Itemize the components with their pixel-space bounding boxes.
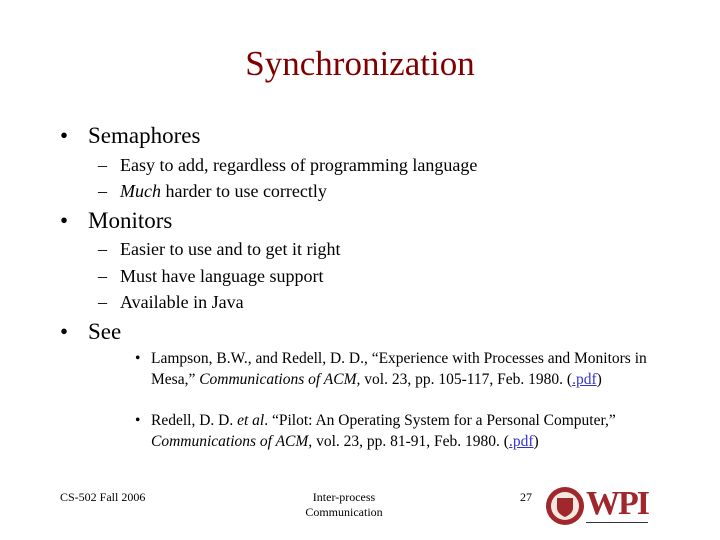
sub-bullet: – Easier to use and to get it right [98, 239, 341, 259]
bullet-monitors: • Monitors [60, 208, 173, 233]
reference-text: . “Pilot: An Operating System for a Personal Computer,” [264, 412, 616, 429]
reference-text: ) [596, 370, 602, 388]
sub-bullet-text: Available in Java [120, 292, 244, 312]
bullet-label: Monitors [88, 208, 173, 233]
wpi-seal-icon [545, 486, 585, 526]
reference-text: Redell, D. D. [151, 412, 238, 429]
journal-name: Communications of ACM, [151, 432, 313, 450]
bullet-label: Semaphores [88, 123, 201, 148]
sub-bullet-text: harder to use correctly [160, 181, 327, 201]
page-number: 27 [520, 490, 532, 504]
sub-bullet: – Easy to add, regardless of programming language [98, 155, 478, 175]
reference-lampson: • Lampson, B.W., and Redell, D. D., “Experience with Processes and Monitors in Mesa,” Communications of ACM, vol. 23, pp. 105-117, Feb. 1980. (.pdf) [135, 350, 647, 388]
footer-course: CS-502 Fall 2006 [60, 490, 146, 504]
sub-bullet-text: Easier to use and to get it right [120, 239, 341, 259]
emphasis-text: Much [120, 181, 161, 201]
sub-bullet: – Much harder to use correctly [98, 181, 327, 201]
etal-text: et al [237, 412, 265, 429]
reference-text: vol. 23, pp. 105-117, Feb. 1980. ( [360, 370, 573, 388]
reference-text: vol. 23, pp. 81-91, Feb. 1980. ( [312, 432, 509, 450]
bullet-see: • See [60, 319, 122, 344]
pdf-link[interactable]: .pdf [508, 432, 534, 450]
footer-topic [284, 490, 404, 520]
wpi-logo: WPI [586, 485, 648, 522]
sub-bullet-text: Easy to add, regardless of programming language [120, 155, 478, 175]
reference-redell: • Redell, D. D. et al. “Pilot: An Operating System for a Personal Computer,” Communications of ACM, vol. 23, pp. 81-91, Feb. 1980. (.pdf) [135, 412, 616, 450]
reference-text: Lampson, B.W., and Redell, D. D., “Experience with Processes and Monitors in Mesa,” [151, 350, 647, 388]
bullet-label: See [88, 319, 122, 344]
reference-text: ) [533, 432, 539, 450]
journal-name: Communications of ACM, [199, 370, 361, 388]
footer-topic-line: Communication [305, 505, 383, 519]
sub-bullet: – Available in Java [98, 292, 244, 312]
pdf-link[interactable]: .pdf [572, 370, 597, 388]
slide-title: Synchronization [245, 44, 475, 83]
bullet-semaphores: • Semaphores [60, 123, 201, 148]
sub-bullet: – Must have language support [98, 266, 324, 286]
sub-bullet-text: Must have language support [120, 266, 324, 286]
footer-topic-line: Inter-process [312, 490, 376, 504]
